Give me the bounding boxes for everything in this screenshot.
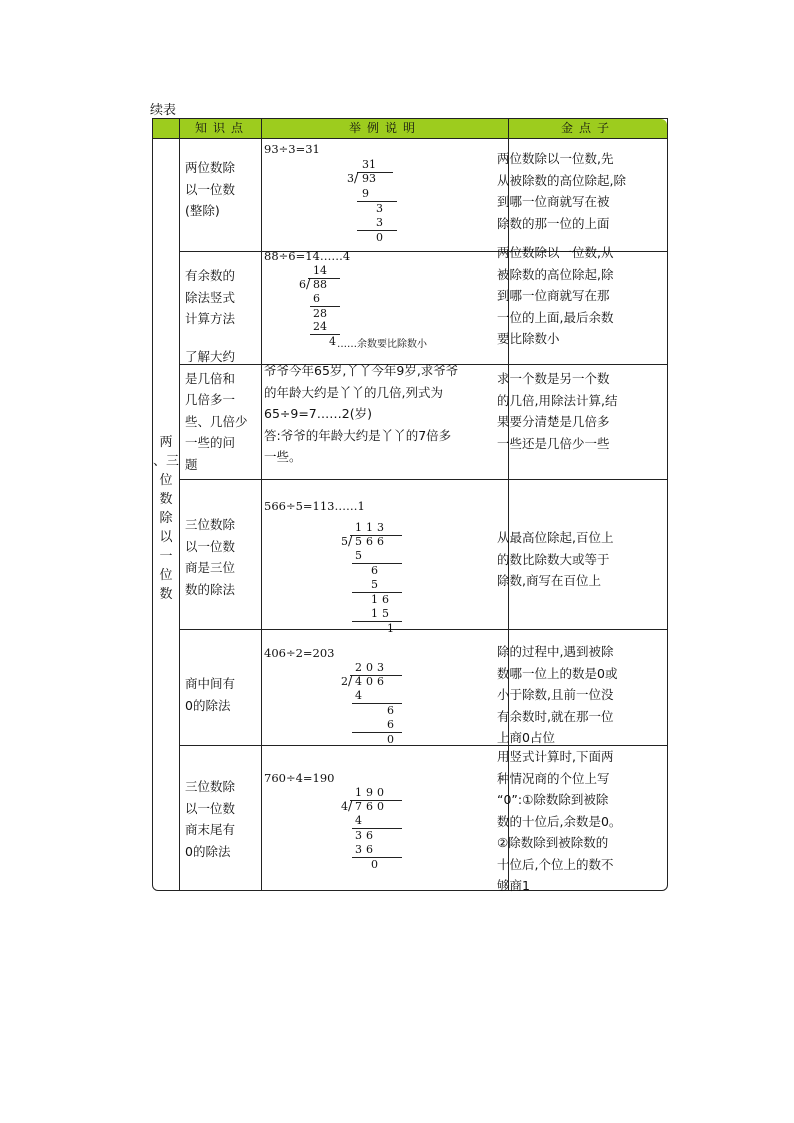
tip (497, 527, 647, 592)
tip-line: 从最高位除起,百位上 (497, 530, 614, 545)
division-step: 36 (355, 829, 377, 842)
division-step: 28 (313, 307, 327, 320)
tip (497, 746, 647, 897)
knowledge-point-line: 计算方法 (185, 311, 236, 326)
division-quotient: 14 (313, 264, 327, 277)
division-step: 9 (362, 187, 369, 200)
tip-line: 一些还是几倍少一些 (497, 435, 610, 451)
division-step: 3 (376, 216, 383, 229)
long-division (340, 521, 410, 633)
knowledge-point-line: 三位数除 (185, 517, 236, 532)
tip-line: 到哪一位商就写在那 (497, 288, 610, 303)
division-step: 5 (371, 578, 378, 591)
division-bracket: / (348, 534, 353, 549)
knowledge-point-line: 有余数的 (185, 268, 236, 283)
division-step: 0 (376, 231, 383, 244)
word-problem (264, 360, 504, 468)
division-quotient: 31 (362, 158, 376, 171)
tip (497, 242, 647, 350)
knowledge-point-line: (整除) (185, 203, 220, 218)
table-caption: 续表 (150, 103, 177, 118)
tip-line: “0”:①除数除到被除 (497, 792, 609, 807)
example-line: 答:爷爷的年龄大约是丫丫的7倍多 (264, 427, 452, 443)
division-bracket: / (348, 799, 353, 814)
column-divider (261, 119, 262, 890)
example-equation: 566÷5=113……1 (264, 499, 365, 513)
tip (497, 641, 647, 749)
division-quotient: 190 (355, 786, 388, 799)
division-step: 6 (387, 704, 394, 717)
division-dividend: 566 (355, 535, 388, 548)
long-division (345, 158, 405, 243)
section-char: 位 (159, 473, 173, 488)
tip-line: 果要分清楚是几倍多 (497, 414, 610, 429)
knowledge-point-line: 商是三位 (185, 560, 236, 575)
knowledge-point (185, 346, 257, 475)
division-step: 4 (355, 689, 362, 702)
division-step: 5 (355, 549, 362, 562)
knowledge-point-line: 0的除法 (185, 697, 231, 713)
knowledge-point-line: 以一位数 (185, 800, 236, 816)
header-knowledge-point: 知识点 (194, 121, 249, 135)
tip (497, 148, 647, 234)
section-char: 两 (159, 435, 173, 450)
division-dividend: 88 (313, 278, 327, 291)
tip-line: 的几倍,用除法计算,结 (497, 392, 618, 408)
division-step: 0 (371, 858, 378, 871)
long-division (340, 786, 410, 871)
long-division (340, 661, 410, 746)
division-step: 4 (329, 335, 336, 348)
section-char: 以 (159, 530, 173, 545)
tip-line: ②除数除到被除数的 (497, 835, 609, 850)
division-step: 6 (387, 718, 394, 731)
knowledge-point-line: 除法竖式 (185, 289, 236, 305)
division-dividend: 93 (362, 172, 376, 185)
section-char: 一 (159, 549, 173, 564)
tip-line: 除数的那一位的上面 (497, 215, 610, 231)
tip-line: 够商1 (497, 878, 530, 893)
knowledge-point-line: 以一位数 (185, 181, 236, 197)
knowledge-point-line: 商中间有 (185, 676, 236, 691)
knowledge-point-line: 0的除法 (185, 843, 231, 859)
section-char: 位 (159, 568, 173, 583)
tip-line: 两位数除以一位数,从 (497, 245, 614, 260)
division-bracket: / (306, 277, 311, 292)
knowledge-point-line: 是几倍和 (185, 370, 236, 386)
section-char: 数 (159, 587, 173, 602)
knowledge-point-line: 数的除法 (185, 581, 236, 597)
section-char: 、三 (153, 454, 180, 469)
knowledge-point-line: 以一位数 (185, 538, 236, 554)
row-divider (179, 629, 667, 630)
tip-line: 除的过程中,遇到被除 (497, 644, 614, 659)
division-dividend: 406 (355, 675, 388, 688)
tip-line: 从被除数的高位除起,除 (497, 172, 626, 188)
knowledge-point-line: 两位数除 (185, 160, 236, 175)
example-equation: 88÷6=14……4 (264, 249, 351, 263)
tip-line: 除数,商写在百位上 (497, 573, 601, 588)
division-divisor: 3 (347, 172, 354, 185)
tip-line: 小于除数,且前一位没 (497, 687, 614, 702)
section-char: 除 (159, 511, 173, 526)
knowledge-point-line: 三位数除 (185, 779, 236, 794)
division-step: 24 (313, 320, 327, 333)
example-line: 一些。 (264, 449, 302, 464)
division-line (352, 732, 402, 733)
tip-line: 要比除数小 (497, 331, 560, 346)
row-divider (179, 479, 667, 480)
division-step: 4 (355, 814, 362, 827)
tip-line: 被除数的高位除起,除 (497, 266, 614, 282)
division-step: 6 (371, 564, 378, 577)
knowledge-point-line: 商末尾有 (185, 822, 236, 837)
knowledge-point-line: 一些的问 (185, 435, 236, 450)
knowledge-point-line: 题 (185, 456, 198, 472)
tip (497, 368, 647, 454)
tip-line: 数哪一位上的数是0或 (497, 665, 618, 681)
division-divisor: 2 (341, 675, 348, 688)
knowledge-point-line: 几倍多一 (185, 392, 236, 407)
division-step: 3 (376, 202, 383, 215)
division-step: 1 (387, 622, 394, 635)
division-step: 15 (371, 607, 393, 620)
header-tips: 金点子 (560, 121, 615, 135)
example-line: 的年龄大约是丫丫的几倍,列式为 (264, 384, 443, 400)
division-dividend: 760 (355, 800, 388, 813)
knowledge-point (185, 673, 257, 716)
knowledge-point (185, 157, 257, 222)
division-bracket: / (348, 674, 353, 689)
remainder-note: ……余数要比除数小 (337, 339, 427, 350)
section-char: 数 (159, 492, 173, 507)
tip-line: 数的十位后,余数是0。 (497, 813, 622, 829)
column-divider (179, 119, 180, 890)
division-divisor: 4 (341, 800, 348, 813)
tip-line: 用竖式计算时,下面两 (497, 749, 614, 764)
tip-line: 种情况商的个位上写 (497, 770, 610, 786)
tip-line: 求一个数是另一个数 (497, 371, 610, 386)
division-bracket: / (354, 171, 359, 186)
division-quotient: 113 (355, 521, 388, 534)
example-equation: 406÷2=203 (264, 646, 335, 660)
division-line (352, 621, 402, 622)
tip-line: 十位后,个位上的数不 (497, 856, 614, 872)
example-equation: 760÷4=190 (264, 771, 335, 785)
tip-line: 有余数时,就在那一位 (497, 708, 614, 724)
tip-line: 一位的上面,最后余数 (497, 309, 614, 325)
header-example: 举例说明 (348, 121, 421, 135)
division-step: 6 (313, 292, 320, 305)
division-quotient: 203 (355, 661, 388, 674)
division-divisor: 5 (341, 535, 348, 548)
division-line (352, 703, 402, 704)
section-label (153, 433, 179, 604)
knowledge-point (185, 776, 257, 862)
division-divisor: 6 (299, 278, 306, 291)
division-step: 0 (387, 733, 394, 746)
example-line: 爷爷今年65岁,丫丫今年9岁,求爷爷 (264, 363, 459, 378)
division-step: 36 (355, 843, 377, 856)
knowledge-point-line: 了解大约 (185, 349, 236, 364)
tip-line: 的数比除数大或等于 (497, 551, 610, 567)
tip-line: 上商0占位 (497, 730, 555, 745)
knowledge-point (185, 265, 257, 330)
knowledge-point (185, 514, 257, 600)
example-equation: 93÷3=31 (264, 142, 320, 156)
tip-line: 两位数除以一位数,先 (497, 151, 614, 166)
tip-line: 到哪一位商就写在被 (497, 194, 610, 209)
knowledge-point-line: 些、几倍少 (185, 413, 248, 429)
table-header (153, 119, 667, 139)
example-line: 65÷9=7……2(岁) (264, 406, 372, 421)
division-step: 16 (371, 593, 393, 606)
